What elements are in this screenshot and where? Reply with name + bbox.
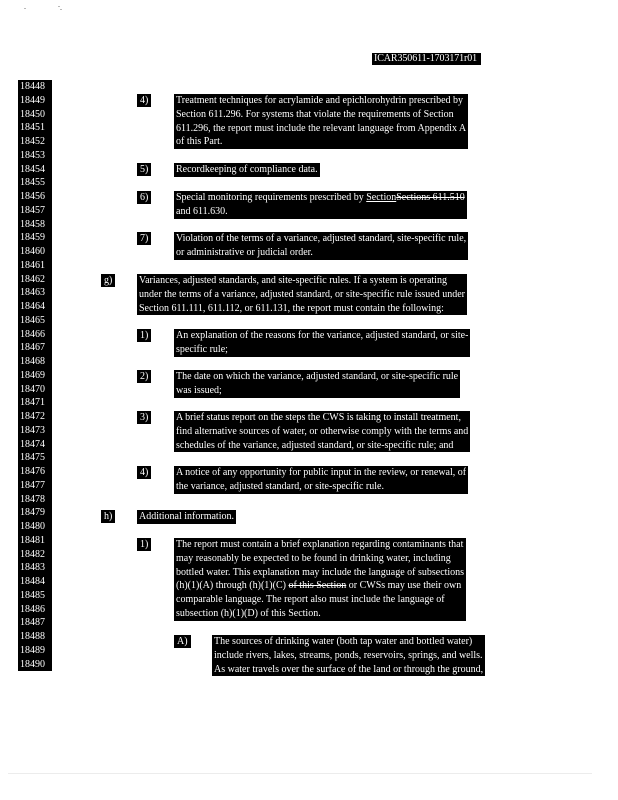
paragraph-line: Section 611.296. For systems that violate the requirements of Section bbox=[176, 108, 454, 120]
line-number: 18460 bbox=[20, 246, 45, 257]
paragraph-block bbox=[174, 94, 468, 149]
paragraph-line: The sources of drinking water (both tap water and bottled water) bbox=[214, 636, 473, 647]
item-marker: 1) bbox=[137, 538, 151, 551]
paragraph-line: and 611.630. bbox=[176, 205, 228, 217]
line-number: 18469 bbox=[20, 369, 45, 381]
item-marker: 4) bbox=[137, 94, 151, 107]
page-bottom-rule bbox=[8, 773, 592, 774]
line-number: 18468 bbox=[20, 356, 45, 367]
paragraph-block bbox=[174, 191, 467, 219]
paragraph-line: The report must contain a brief explanation regarding contaminants that bbox=[176, 539, 464, 550]
line-number: 18478 bbox=[20, 493, 45, 505]
paragraph-line bbox=[176, 579, 464, 593]
paragraph-line: schedules of the variance, adjusted standard, or site-specific rule; and bbox=[176, 439, 454, 451]
paragraph-line: under the terms of a variance, adjusted standard, or site-specific rule issued under bbox=[139, 288, 465, 300]
line-number: 18487 bbox=[20, 617, 45, 629]
line-number: 18466 bbox=[20, 328, 45, 340]
line-number: 18452 bbox=[20, 136, 45, 147]
line-number: 18484 bbox=[20, 576, 45, 587]
line-number: 18473 bbox=[20, 424, 45, 436]
paragraph-line bbox=[176, 191, 465, 205]
paragraph-line: or administrative or judicial order. bbox=[176, 246, 313, 258]
item-marker: A) bbox=[174, 635, 191, 648]
paragraph-line: As water travels over the surface of the land or through the ground, bbox=[214, 663, 484, 675]
paragraph-line: The date on which the variance, adjusted standard, or site-specific rule bbox=[176, 371, 459, 382]
paragraph-block bbox=[174, 538, 466, 621]
paragraph-line: bottled water. This explanation may include the language of subsections bbox=[176, 566, 465, 578]
paragraph-line: was issued; bbox=[176, 384, 222, 396]
line-number: 18463 bbox=[20, 287, 45, 299]
line-number: 18475 bbox=[20, 452, 45, 464]
paragraph-block bbox=[174, 466, 468, 494]
line-number: 18488 bbox=[20, 631, 45, 642]
line-number: 18489 bbox=[20, 644, 45, 656]
line-number: 18448 bbox=[20, 81, 45, 92]
paragraph-line: subsection (h)(1)(D) of this Section. bbox=[176, 607, 321, 619]
paragraph-line: Violation of the terms of a variance, adjusted standard, site-specific rule, bbox=[176, 233, 467, 244]
paragraph-line: the variance, adjusted standard, or site-specific rule. bbox=[176, 480, 384, 492]
line-number-column bbox=[18, 80, 52, 671]
line-number: 18472 bbox=[20, 411, 45, 422]
item-marker: 4) bbox=[137, 466, 151, 479]
paragraph-line: Variances, adjusted standards, and site-specific rules. If a system is operating bbox=[139, 275, 447, 286]
line-number: 18479 bbox=[20, 507, 45, 519]
line-number: 18470 bbox=[20, 383, 45, 395]
paragraph-block bbox=[137, 510, 236, 524]
item-marker: 2) bbox=[137, 370, 151, 383]
paragraph-line: An explanation of the reasons for the variance, adjusted standard, or site- bbox=[176, 330, 469, 341]
paragraph-line: find alternative sources of water, or otherwise comply with the terms and bbox=[176, 425, 469, 437]
paragraph-line: A notice of any opportunity for public input in the review, or renewal, of bbox=[176, 467, 467, 478]
line-number: 18483 bbox=[20, 562, 45, 574]
paragraph-line: Additional information. bbox=[139, 511, 234, 522]
item-marker: 7) bbox=[137, 232, 151, 245]
line-number: 18455 bbox=[20, 177, 45, 189]
paragraph-block bbox=[174, 411, 470, 452]
paragraph-block bbox=[174, 370, 460, 398]
paragraph-block bbox=[137, 274, 467, 315]
scan-speck bbox=[24, 8, 26, 9]
line-number: 18490 bbox=[20, 658, 45, 670]
inserted-text: Section bbox=[366, 192, 397, 203]
line-number: 18454 bbox=[20, 163, 45, 175]
item-marker: 6) bbox=[137, 191, 151, 204]
line-number: 18464 bbox=[20, 301, 45, 312]
paragraph-block bbox=[212, 635, 485, 676]
paragraph-block bbox=[174, 329, 470, 357]
scan-speck bbox=[58, 6, 60, 7]
item-marker: 3) bbox=[137, 411, 151, 424]
line-number: 18453 bbox=[20, 149, 45, 161]
deleted-text: of this Section bbox=[288, 580, 347, 592]
paragraph-line: comparable language. The report also must include the language of bbox=[176, 594, 445, 605]
subsection-marker: h) bbox=[101, 510, 115, 523]
text-run: Special monitoring requirements prescribed by bbox=[176, 192, 367, 203]
line-number: 18461 bbox=[20, 259, 45, 271]
scan-speck bbox=[60, 9, 62, 10]
paragraph-line: may reasonably be expected to be found in drinking water, including bbox=[176, 552, 451, 564]
item-marker: 5) bbox=[137, 163, 151, 176]
line-number: 18471 bbox=[20, 397, 45, 409]
deleted-text: Sections 611.510 bbox=[396, 192, 465, 203]
line-number: 18480 bbox=[20, 521, 45, 532]
paragraph-line: 611.296, the report must include the relevant language from Appendix A bbox=[176, 122, 467, 134]
line-number: 18451 bbox=[20, 122, 45, 134]
text-run: or CWSs may use their own bbox=[346, 580, 462, 592]
line-number: 18462 bbox=[20, 273, 45, 285]
paragraph-line: of this Part. bbox=[176, 136, 223, 148]
paragraph-block bbox=[174, 163, 320, 177]
text-run: (h)(1)(A) through (h)(1)(C) bbox=[176, 580, 289, 592]
document-id: ICAR350611-1703171r01 bbox=[372, 53, 481, 65]
line-number: 18481 bbox=[20, 534, 45, 546]
item-marker: 1) bbox=[137, 329, 151, 342]
line-number: 18482 bbox=[20, 548, 45, 560]
paragraph-line: Recordkeeping of compliance data. bbox=[176, 164, 318, 175]
line-number: 18485 bbox=[20, 589, 45, 601]
paragraph-line: A brief status report on the steps the CWS is taking to install treatment, bbox=[176, 412, 461, 423]
line-number: 18467 bbox=[20, 342, 45, 354]
paragraph-line: specific rule; bbox=[176, 343, 228, 355]
paragraph-line: Section 611.111, 611.112, or 611.131, the report must contain the following: bbox=[139, 302, 444, 314]
line-number: 18465 bbox=[20, 314, 45, 326]
paragraph-block bbox=[174, 232, 468, 260]
line-number: 18459 bbox=[20, 232, 45, 244]
subsection-marker: g) bbox=[101, 274, 115, 287]
line-number: 18456 bbox=[20, 191, 45, 202]
line-number: 18477 bbox=[20, 479, 45, 491]
line-number: 18457 bbox=[20, 204, 45, 216]
line-number: 18476 bbox=[20, 466, 45, 477]
line-number: 18486 bbox=[20, 603, 45, 615]
paragraph-line: include rivers, lakes, streams, ponds, reservoirs, springs, and wells. bbox=[214, 649, 483, 661]
line-number: 18458 bbox=[20, 218, 45, 230]
line-number: 18450 bbox=[20, 108, 45, 120]
line-number: 18449 bbox=[20, 94, 45, 106]
line-number: 18474 bbox=[20, 438, 45, 450]
paragraph-line: Treatment techniques for acrylamide and epichlorohydrin prescribed by bbox=[176, 95, 464, 106]
